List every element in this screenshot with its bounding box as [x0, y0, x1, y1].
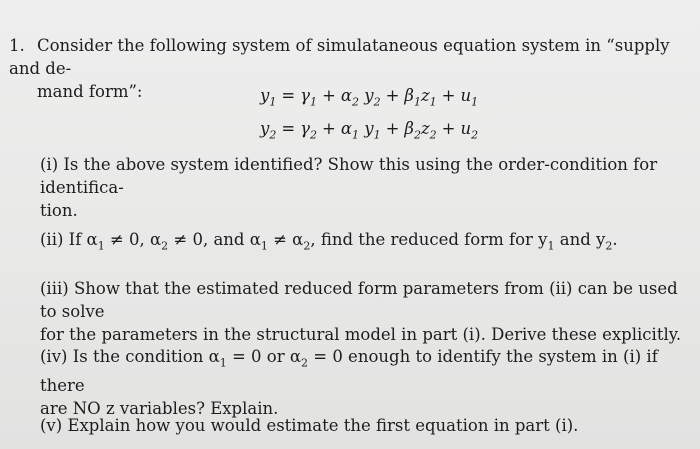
part-iii-line-1: (iii) Show that the estimated reduced form parameters from (ii) can be used to solve	[40, 279, 678, 321]
part-i-line-1: (i) Is the above system identified? Show this using the order-condition for identifica-	[40, 155, 658, 197]
part-v	[40, 414, 688, 437]
part-i	[40, 153, 688, 222]
part-iii	[40, 277, 688, 346]
intro-line-2: mand form”:	[37, 82, 143, 101]
part-iv-line-1: (iv) Is the condition $\alpha_1 = 0$ or $\alpha_2 = 0$ enough to identify the system in (i) if there	[40, 347, 658, 396]
part-v-line: (v) Explain how you would estimate the first equation in part (i).	[40, 416, 579, 435]
equation-2: $y_2 = \gamma_2 + \alpha_1$ $y_1 + \beta_2z_2 + u_2$	[260, 119, 479, 142]
question-number: 1.	[9, 36, 25, 55]
part-iii-line-2: for the parameters in the structural model in part (i). Derive these explicitly.	[40, 325, 682, 344]
intro-line-1: Consider the following system of simulataneous equation system in “supply and de-	[9, 36, 670, 78]
equation-1: $y_1 = \gamma_1 + \alpha_2$ $y_2 + \beta_1z_1 + u_1$	[260, 86, 479, 109]
part-iv	[40, 345, 688, 420]
part-i-line-2: tion.	[40, 201, 78, 220]
part-iv-line-2: are NO z variables? Explain.	[40, 399, 279, 419]
part-ii: (ii) If $\alpha_1 \ne 0$, $\alpha_2 \ne 0$, and $\alpha_1 \ne \alpha_2$, find the reduced form for $y_1$ and $y_2$.	[40, 230, 618, 253]
